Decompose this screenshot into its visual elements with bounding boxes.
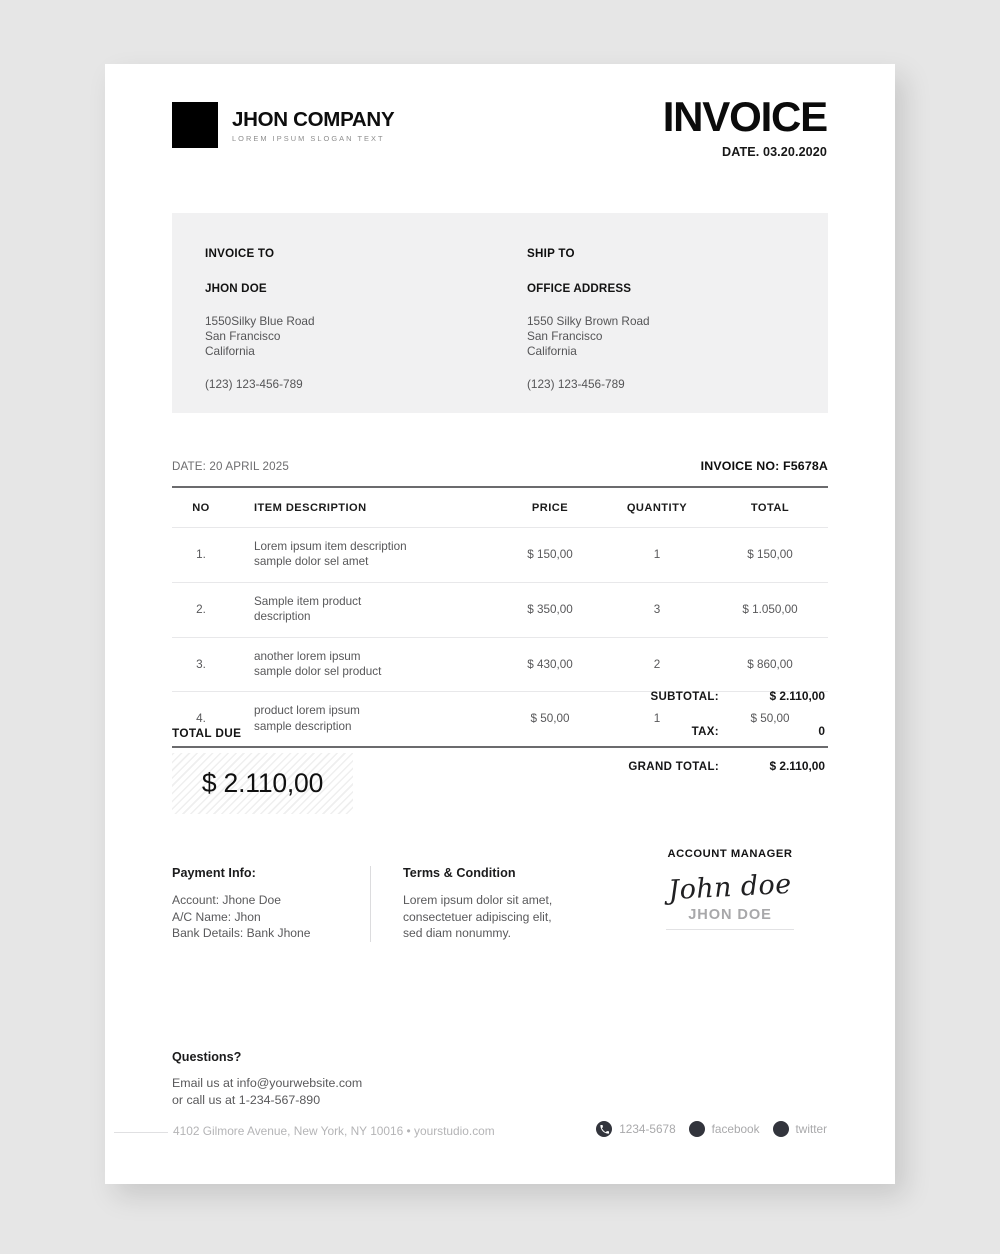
footer-phone-item[interactable] [596,1121,675,1137]
row-total: $ 150,00 [712,528,828,583]
total-due-label: TOTAL DUE [172,726,242,740]
payment-info-body [172,892,370,942]
payment-info-line-1: Account: Jhone Doe [172,893,281,907]
row-description-line-2: sample dolor sel amet [254,555,369,569]
row-price: $ 350,00 [498,582,602,637]
company-brand [172,102,394,148]
ship-to-address-line-1: 1550 Silky Brown Road [527,314,650,328]
ship-to-name: OFFICE ADDRESS [527,282,632,295]
footer-twitter-label: twitter [795,1122,827,1136]
terms-title: Terms & Condition [403,866,516,880]
questions-title: Questions? [172,1050,242,1064]
grand-total-value: $ 2.110,00 [769,759,825,773]
row-description-line-1: product lorem ipsum [254,704,360,718]
signature-divider [666,929,794,930]
ship-to-address-line-3: California [527,344,577,359]
account-manager-block [632,848,828,930]
row-description [230,528,498,583]
row-description-line-1: another lorem ipsum [254,649,361,663]
row-no: 1. [172,528,230,583]
row-no: 2. [172,582,230,637]
tax-value: 0 [818,724,825,738]
column-header-description: ITEM DESCRIPTION [230,487,498,528]
table-header-row [172,487,828,528]
row-total: $ 860,00 [712,637,828,692]
account-manager-title: ACCOUNT MANAGER [667,848,793,860]
column-header-price: PRICE [498,487,602,528]
company-brand-text [232,107,394,144]
payment-info-line-2: A/C Name: Jhon [172,909,261,924]
invoice-header [105,64,895,184]
summary-row-subtotal [567,689,827,703]
grand-total-label: GRAND TOTAL: [628,761,719,773]
info-block [172,848,828,942]
table-row [172,637,828,692]
invoice-to-address-line-1: 1550Silky Blue Road [205,314,315,328]
questions-block [172,1050,362,1109]
invoice-to-name: JHON DOE [205,282,267,295]
row-total: $ 50,00 [712,692,828,747]
row-description-line-2: sample description [254,719,352,733]
row-quantity: 2 [602,637,712,692]
invoice-to-address-line-2: San Francisco [205,329,281,344]
invoice-number-label: INVOICE NO: F5678A [700,459,828,473]
row-description-line-2: description [254,610,311,624]
invoice-issue-date: DATE. 03.20.2020 [722,145,827,159]
row-no: 3. [172,637,230,692]
invoice-to-phone: (123) 123-456-789 [205,376,303,391]
ship-to-phone: (123) 123-456-789 [527,376,625,391]
ship-to-address-line-2: San Francisco [527,329,603,344]
phone-icon [596,1121,612,1137]
invoice-date-label: DATE: 20 APRIL 2025 [172,460,289,473]
invoice-to-address-line-3: California [205,344,255,359]
company-logo-icon [172,102,218,148]
footer-facebook-label: facebook [711,1122,760,1136]
terms-line-3: sed diam nonummy. [403,926,511,940]
ship-to-address [527,314,828,360]
row-description-line-1: Sample item product [254,594,362,608]
address-band [172,213,828,413]
table-row [172,582,828,637]
signature-image: John doe [667,868,793,907]
total-due-highlight [172,753,353,814]
row-quantity: 1 [602,692,712,747]
subtotal-label: SUBTOTAL: [650,691,719,703]
summary-row-grand-total [567,759,827,773]
footer-phone-label: 1234-5678 [619,1122,676,1136]
summary-row-tax [567,724,827,738]
column-header-no: NO [172,487,230,528]
invoice-page [105,64,895,1184]
invoice-meta-row [172,459,828,473]
subtotal-value: $ 2.110,00 [769,689,825,703]
invoice-to-title: INVOICE TO [205,247,275,260]
account-manager-name: JHON DOE [688,907,772,923]
questions-body [172,1075,362,1109]
twitter-icon [773,1121,789,1137]
payment-info-block [172,866,370,942]
row-no: 4. [172,692,230,747]
invoice-to-block [172,213,500,413]
ship-to-block [500,213,828,413]
row-price: $ 430,00 [498,637,602,692]
footer-address: 4102 Gilmore Avenue, New York, NY 10016 • yourstudio.com [173,1124,495,1138]
total-due-amount: $ 2.110,00 [201,768,324,798]
page-title: INVOICE [662,93,827,140]
invoice-footer [105,1118,895,1148]
footer-social-links [596,1121,827,1137]
ship-to-title: SHIP TO [527,247,575,260]
row-price: $ 50,00 [498,692,602,747]
facebook-icon [689,1121,705,1137]
invoice-title-block [662,93,827,159]
company-slogan: LOREM IPSUM SLOGAN TEXT [232,134,385,144]
footer-twitter-item[interactable] [773,1121,827,1137]
invoice-to-address [205,314,500,360]
column-header-quantity: QUANTITY [602,487,712,528]
payment-info-title: Payment Info: [172,866,256,880]
questions-line-2: or call us at 1-234-567-890 [172,1092,321,1107]
row-price: $ 150,00 [498,528,602,583]
footer-divider [114,1132,168,1133]
column-header-total: TOTAL [712,487,828,528]
questions-line-1: Email us at info@yourwebsite.com [172,1076,363,1090]
row-total: $ 1.050,00 [712,582,828,637]
terms-block [370,866,580,942]
terms-line-2: consectetuer adipiscing elit, [403,909,552,924]
table-row [172,528,828,583]
row-description-line-2: sample dolor sel product [254,665,382,679]
row-quantity: 1 [602,528,712,583]
row-description-line-1: Lorem ipsum item description [254,540,407,553]
row-description [230,637,498,692]
row-description [230,582,498,637]
row-quantity: 3 [602,582,712,637]
footer-facebook-item[interactable] [689,1121,760,1137]
total-due-block [172,726,353,814]
summary-block [567,689,827,794]
tax-label: TAX: [691,726,719,738]
terms-body [403,892,580,942]
payment-info-line-3: Bank Details: Bank Jhone [172,926,311,940]
company-name: JHON COMPANY [232,107,395,131]
terms-line-1: Lorem ipsum dolor sit amet, [403,893,553,907]
